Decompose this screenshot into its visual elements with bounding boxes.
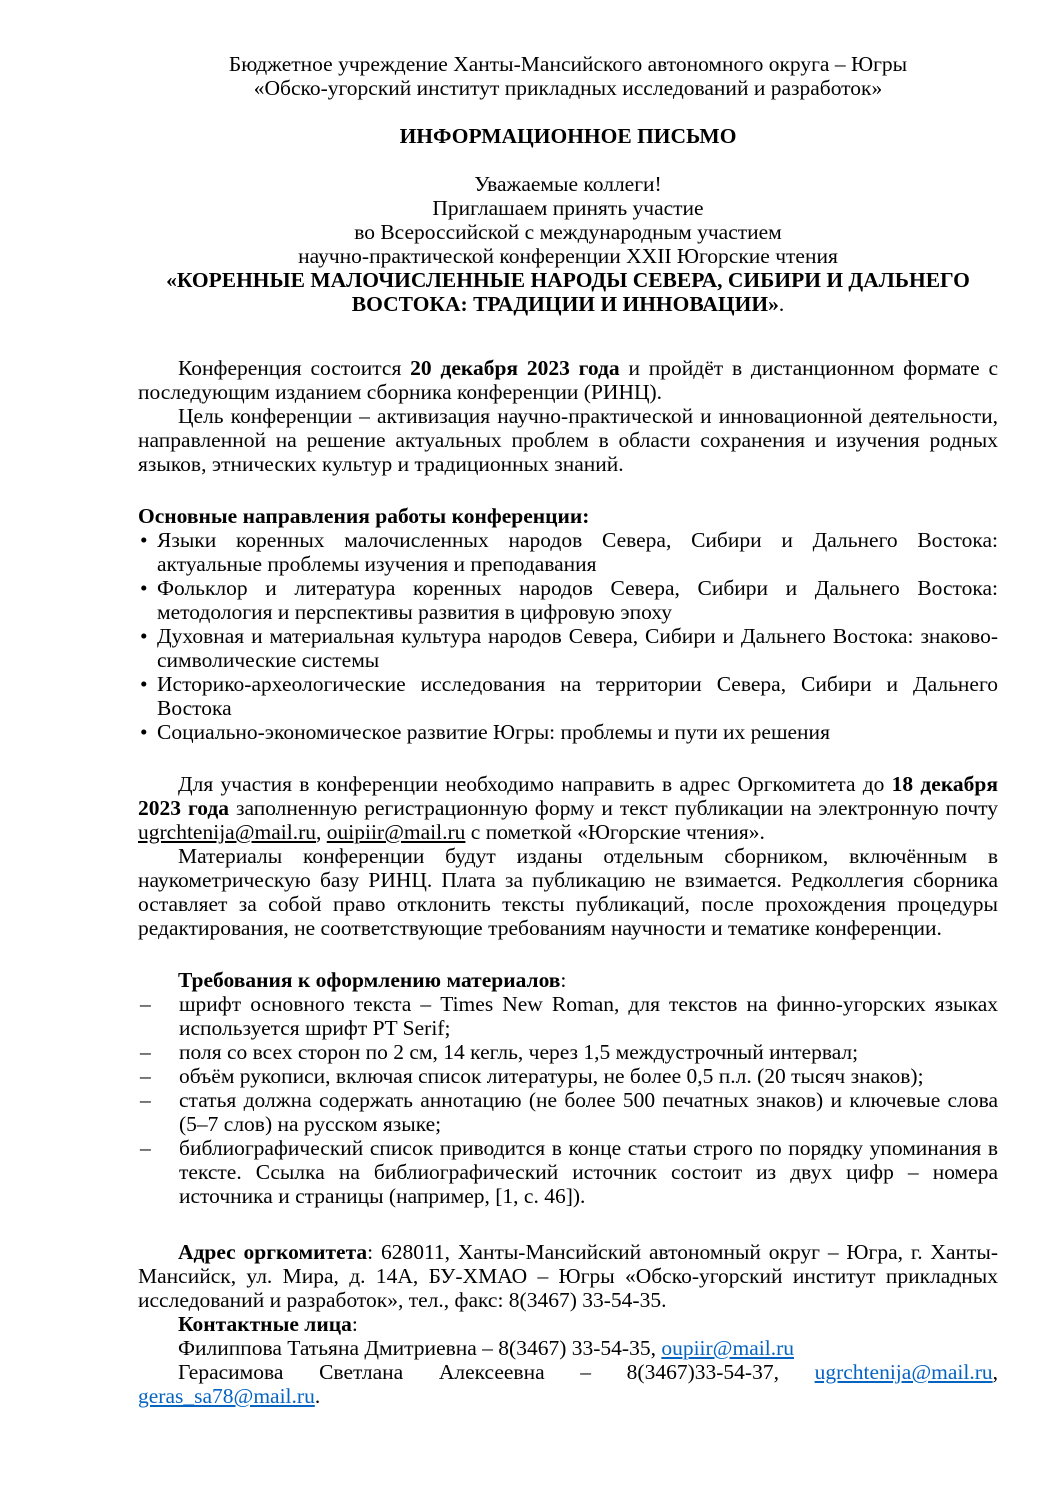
text-run: языков, этнических культур и традиционных знаний. — [138, 452, 624, 476]
contacts-heading — [138, 1312, 998, 1336]
contact-gerasimova — [138, 1360, 998, 1408]
text-run: Для участия в конференции необходимо направить в адрес Оргкомитета до — [178, 772, 892, 796]
text-run: направленной на решение актуальных проблем в области сохранения и изучения родных — [138, 428, 998, 452]
address-label: Адрес оргкомитета — [178, 1240, 368, 1264]
text-run: и пройдёт в дистанционном формате с — [619, 356, 998, 380]
contact-filippova — [138, 1336, 998, 1360]
text-run: Герасимова Светлана Алексеевна – 8(3467)33-54-37, — [178, 1360, 815, 1384]
oupiir-contact-link[interactable]: oupiir@mail.ru — [661, 1336, 794, 1360]
conference-date-paragraph-line-1 — [138, 356, 998, 380]
direction-item-3 — [138, 624, 998, 672]
text-run: Требования к оформлению материалов — [178, 968, 561, 992]
gap-before-participation — [138, 744, 998, 772]
dash-marker-icon: – — [140, 1136, 151, 1160]
contact-gerasimova-line-2 — [138, 1384, 998, 1408]
requirements-heading-line-1 — [138, 968, 998, 992]
materials-paragraph-line-4 — [138, 916, 998, 940]
text-run: Мансийск, ул. Мира, д. 14А, БУ-ХМАО – Югры «Обско-угорский институт прикладных — [138, 1264, 998, 1288]
text-run: (5–7 слов) на русском языке; — [179, 1112, 442, 1136]
conference-date-paragraph — [138, 356, 998, 404]
conference-goal-paragraph-line-3 — [138, 452, 998, 476]
conference-title-line-2 — [138, 292, 998, 316]
text-run: объём рукописи, включая список литературы, не более 0,5 п.л. (20 тысяч знаков); — [179, 1064, 924, 1088]
invitation-line-1 — [138, 172, 998, 196]
text-run: источника и страницы (например, [1, с. 46]). — [179, 1184, 586, 1208]
contact-gerasimova-line-1 — [138, 1360, 998, 1384]
text-run: , — [316, 820, 327, 844]
text-run: методология и перспективы развития в цифровую эпоху — [157, 600, 672, 624]
bullet-marker-icon: • — [140, 624, 148, 648]
text-run: Приглашаем принять участие — [432, 196, 704, 220]
text-run: Социально-экономическое развитие Югры: проблемы и пути их решения — [157, 720, 830, 744]
direction-item-5-line-1 — [157, 720, 998, 744]
conference-title — [138, 268, 998, 316]
text-run: библиографический список приводится в конце статьи строго по порядку упоминания в — [179, 1136, 998, 1160]
materials-paragraph — [138, 844, 998, 940]
ugrchtenija-email-link[interactable]: ugrchtenija@mail.ru — [138, 820, 317, 844]
address-paragraph-line-3 — [138, 1288, 998, 1312]
text-run: символические системы — [157, 648, 380, 672]
gap-after-org — [138, 100, 998, 124]
doc-title-line-1 — [138, 124, 998, 148]
org-name-line-1-line-1 — [138, 52, 998, 76]
conference-date-paragraph-line-2 — [138, 380, 998, 404]
direction-item-1-line-2 — [157, 552, 998, 576]
dash-marker-icon: – — [140, 992, 151, 1016]
text-run: исследований и разработок», тел., факс: 8(3467) 33-54-35. — [138, 1288, 667, 1312]
text-run: Историко-археологические исследования на территории Севера, Сибири и Дальнего — [157, 672, 998, 696]
invitation-line-4 — [138, 244, 998, 268]
invitation — [138, 172, 998, 268]
text-run: поля со всех сторон по 2 см, 14 кегль, через 1,5 междустрочный интервал; — [179, 1040, 859, 1064]
direction-item-3-line-1 — [157, 624, 998, 648]
org-name-line-2 — [138, 76, 998, 100]
gap-before-directions — [138, 476, 998, 504]
direction-item-4 — [138, 672, 998, 720]
direction-item-3-line-2 — [157, 648, 998, 672]
directions-heading-line-1 — [138, 504, 998, 528]
text-run: Цель конференции – активизация научно-практической и инновационной деятельности, — [178, 404, 998, 428]
contacts-label: Контактные лица — [178, 1312, 352, 1336]
direction-item-4-line-2 — [157, 696, 998, 720]
dash-marker-icon: – — [140, 1040, 151, 1064]
text-run: Фольклор и литература коренных народов Севера, Сибири и Дальнего Востока: — [157, 576, 998, 600]
gap-after-title — [138, 148, 998, 172]
contact-filippova-line-1 — [138, 1336, 998, 1360]
address-paragraph-line-1 — [138, 1240, 998, 1264]
text-run: оставляет за собой право отклонить тексты публикаций, после прохождения процедуры — [138, 892, 998, 916]
requirement-item-1 — [138, 992, 998, 1040]
dash-marker-icon: – — [140, 1064, 151, 1088]
text-run: . — [778, 292, 785, 316]
conference-date: 20 декабря 2023 года — [410, 356, 620, 380]
text-run: Филиппова Татьяна Дмитриевна – 8(3467) 33-54-35, — [178, 1336, 662, 1360]
text-run: : 628011, Ханты-Мансийский автономный округ – Югра, г. Ханты- — [367, 1240, 998, 1264]
text-run: используется шрифт PT Serif; — [179, 1016, 451, 1040]
requirement-item-4 — [138, 1088, 998, 1136]
deadline-date-part-2: 2023 года — [138, 796, 229, 820]
conference-goal-paragraph-line-1 — [138, 404, 998, 428]
requirement-item-2 — [138, 1040, 998, 1064]
contacts-heading-line-1 — [138, 1312, 998, 1336]
gap-before-address — [138, 1208, 998, 1240]
participation-paragraph-line-3 — [138, 820, 998, 844]
requirement-item-5-line-3 — [179, 1184, 998, 1208]
requirement-item-4-line-1 — [179, 1088, 998, 1112]
text-run: «Обско-угорский институт прикладных исследований и разработок» — [253, 76, 883, 100]
materials-paragraph-line-3 — [138, 892, 998, 916]
address-paragraph-line-2 — [138, 1264, 998, 1288]
direction-item-2-line-2 — [157, 600, 998, 624]
materials-paragraph-line-1 — [138, 844, 998, 868]
text-run: Материалы конференции будут изданы отдельным сборником, включённым в — [178, 844, 998, 868]
bullet-marker-icon: • — [140, 576, 148, 600]
gap-before-intro — [138, 316, 998, 356]
text-run: Востока — [157, 696, 232, 720]
requirement-item-1-line-2 — [179, 1016, 998, 1040]
ouipiir-email-link[interactable]: ouipiir@mail.ru — [326, 820, 466, 844]
text-run: редактирования, не соответствующие требованиям научности и тематике конференции. — [138, 916, 942, 940]
direction-item-4-line-1 — [157, 672, 998, 696]
requirement-item-5-line-2 — [179, 1160, 998, 1184]
text-run: Языки коренных малочисленных народов Севера, Сибири и Дальнего Востока: — [157, 528, 998, 552]
text-run: Бюджетное учреждение Ханты-Мансийского автономного округа – Югры — [228, 52, 908, 76]
participation-paragraph-line-2 — [138, 796, 998, 820]
conference-goal-paragraph-line-2 — [138, 428, 998, 452]
text-run: : — [560, 968, 567, 992]
text-run: наукометрическую базу РИНЦ. Плата за публикацию не взимается. Редколлегия сборника — [138, 868, 998, 892]
requirement-item-5 — [138, 1136, 998, 1208]
org-name-line-2-line-1 — [138, 76, 998, 100]
text-run: «КОРЕННЫЕ МАЛОЧИСЛЕННЫЕ НАРОДЫ СЕВЕРА, СИБИРИ И ДАЛЬНЕГО — [166, 268, 970, 292]
direction-item-1 — [138, 528, 998, 576]
text-run: . — [314, 1384, 321, 1408]
requirement-item-5-line-1 — [179, 1136, 998, 1160]
bullet-marker-icon: • — [140, 672, 148, 696]
deadline-date-part-1: 18 декабря — [891, 772, 998, 796]
participation-paragraph-line-1 — [138, 772, 998, 796]
conference-goal-paragraph — [138, 404, 998, 476]
text-run: тексте. Ссылка на библиографический источник состоит из двух цифр – номера — [179, 1160, 998, 1184]
text-run: актуальные проблемы изучения и преподавания — [157, 552, 597, 576]
requirement-item-3-line-1 — [179, 1064, 998, 1088]
text-run: шрифт основного текста – Times New Roman, для текстов на финно-угорских языках — [179, 992, 998, 1016]
text-run: последующим изданием сборника конференции (РИНЦ). — [138, 380, 663, 404]
dash-marker-icon: – — [140, 1088, 151, 1112]
requirement-item-1-line-1 — [179, 992, 998, 1016]
requirement-item-3 — [138, 1064, 998, 1088]
text-run: Конференция состоится — [178, 356, 411, 380]
direction-item-2-line-1 — [157, 576, 998, 600]
geras-contact-link[interactable]: geras_sa78@mail.ru — [138, 1384, 315, 1408]
requirements-heading — [138, 968, 998, 992]
text-run: : — [351, 1312, 358, 1336]
requirement-item-2-line-1 — [179, 1040, 998, 1064]
text-run: во Всероссийской с международным участием — [354, 220, 782, 244]
address-paragraph — [138, 1240, 998, 1312]
ugrchtenija-contact-link[interactable]: ugrchtenija@mail.ru — [814, 1360, 993, 1384]
requirement-item-4-line-2 — [179, 1112, 998, 1136]
org-name-line-1 — [138, 52, 998, 76]
invitation-line-2 — [138, 196, 998, 220]
direction-item-5 — [138, 720, 998, 744]
invitation-line-3 — [138, 220, 998, 244]
text-run: Основные направления работы конференции: — [138, 504, 590, 528]
direction-item-2 — [138, 576, 998, 624]
conference-title-line-1 — [138, 268, 998, 292]
participation-paragraph — [138, 772, 998, 844]
text-run: Уважаемые коллеги! — [474, 172, 662, 196]
materials-paragraph-line-2 — [138, 868, 998, 892]
text-run: заполненную регистрационную форму и текст публикации на электронную почту — [228, 796, 999, 820]
text-run: , — [992, 1360, 998, 1384]
directions-heading — [138, 504, 998, 528]
gap-before-requirements — [138, 940, 998, 968]
text-run: Духовная и материальная культура народов Севера, Сибири и Дальнего Востока: знаково- — [157, 624, 998, 648]
bullet-marker-icon: • — [140, 720, 148, 744]
doc-title — [138, 124, 998, 148]
text-run: с пометкой «Югорские чтения». — [465, 820, 765, 844]
doc-title-text: ИНФОРМАЦИОННОЕ ПИСЬМО — [399, 124, 737, 148]
text-run: ВОСТОКА: ТРАДИЦИИ И ИННОВАЦИИ» — [351, 292, 779, 316]
text-run: научно-практической конференции XXII Югорские чтения — [298, 244, 838, 268]
text-run: статья должна содержать аннотацию (не более 500 печатных знаков) и ключевые слова — [179, 1088, 998, 1112]
bullet-marker-icon: • — [140, 528, 148, 552]
direction-item-1-line-1 — [157, 528, 998, 552]
